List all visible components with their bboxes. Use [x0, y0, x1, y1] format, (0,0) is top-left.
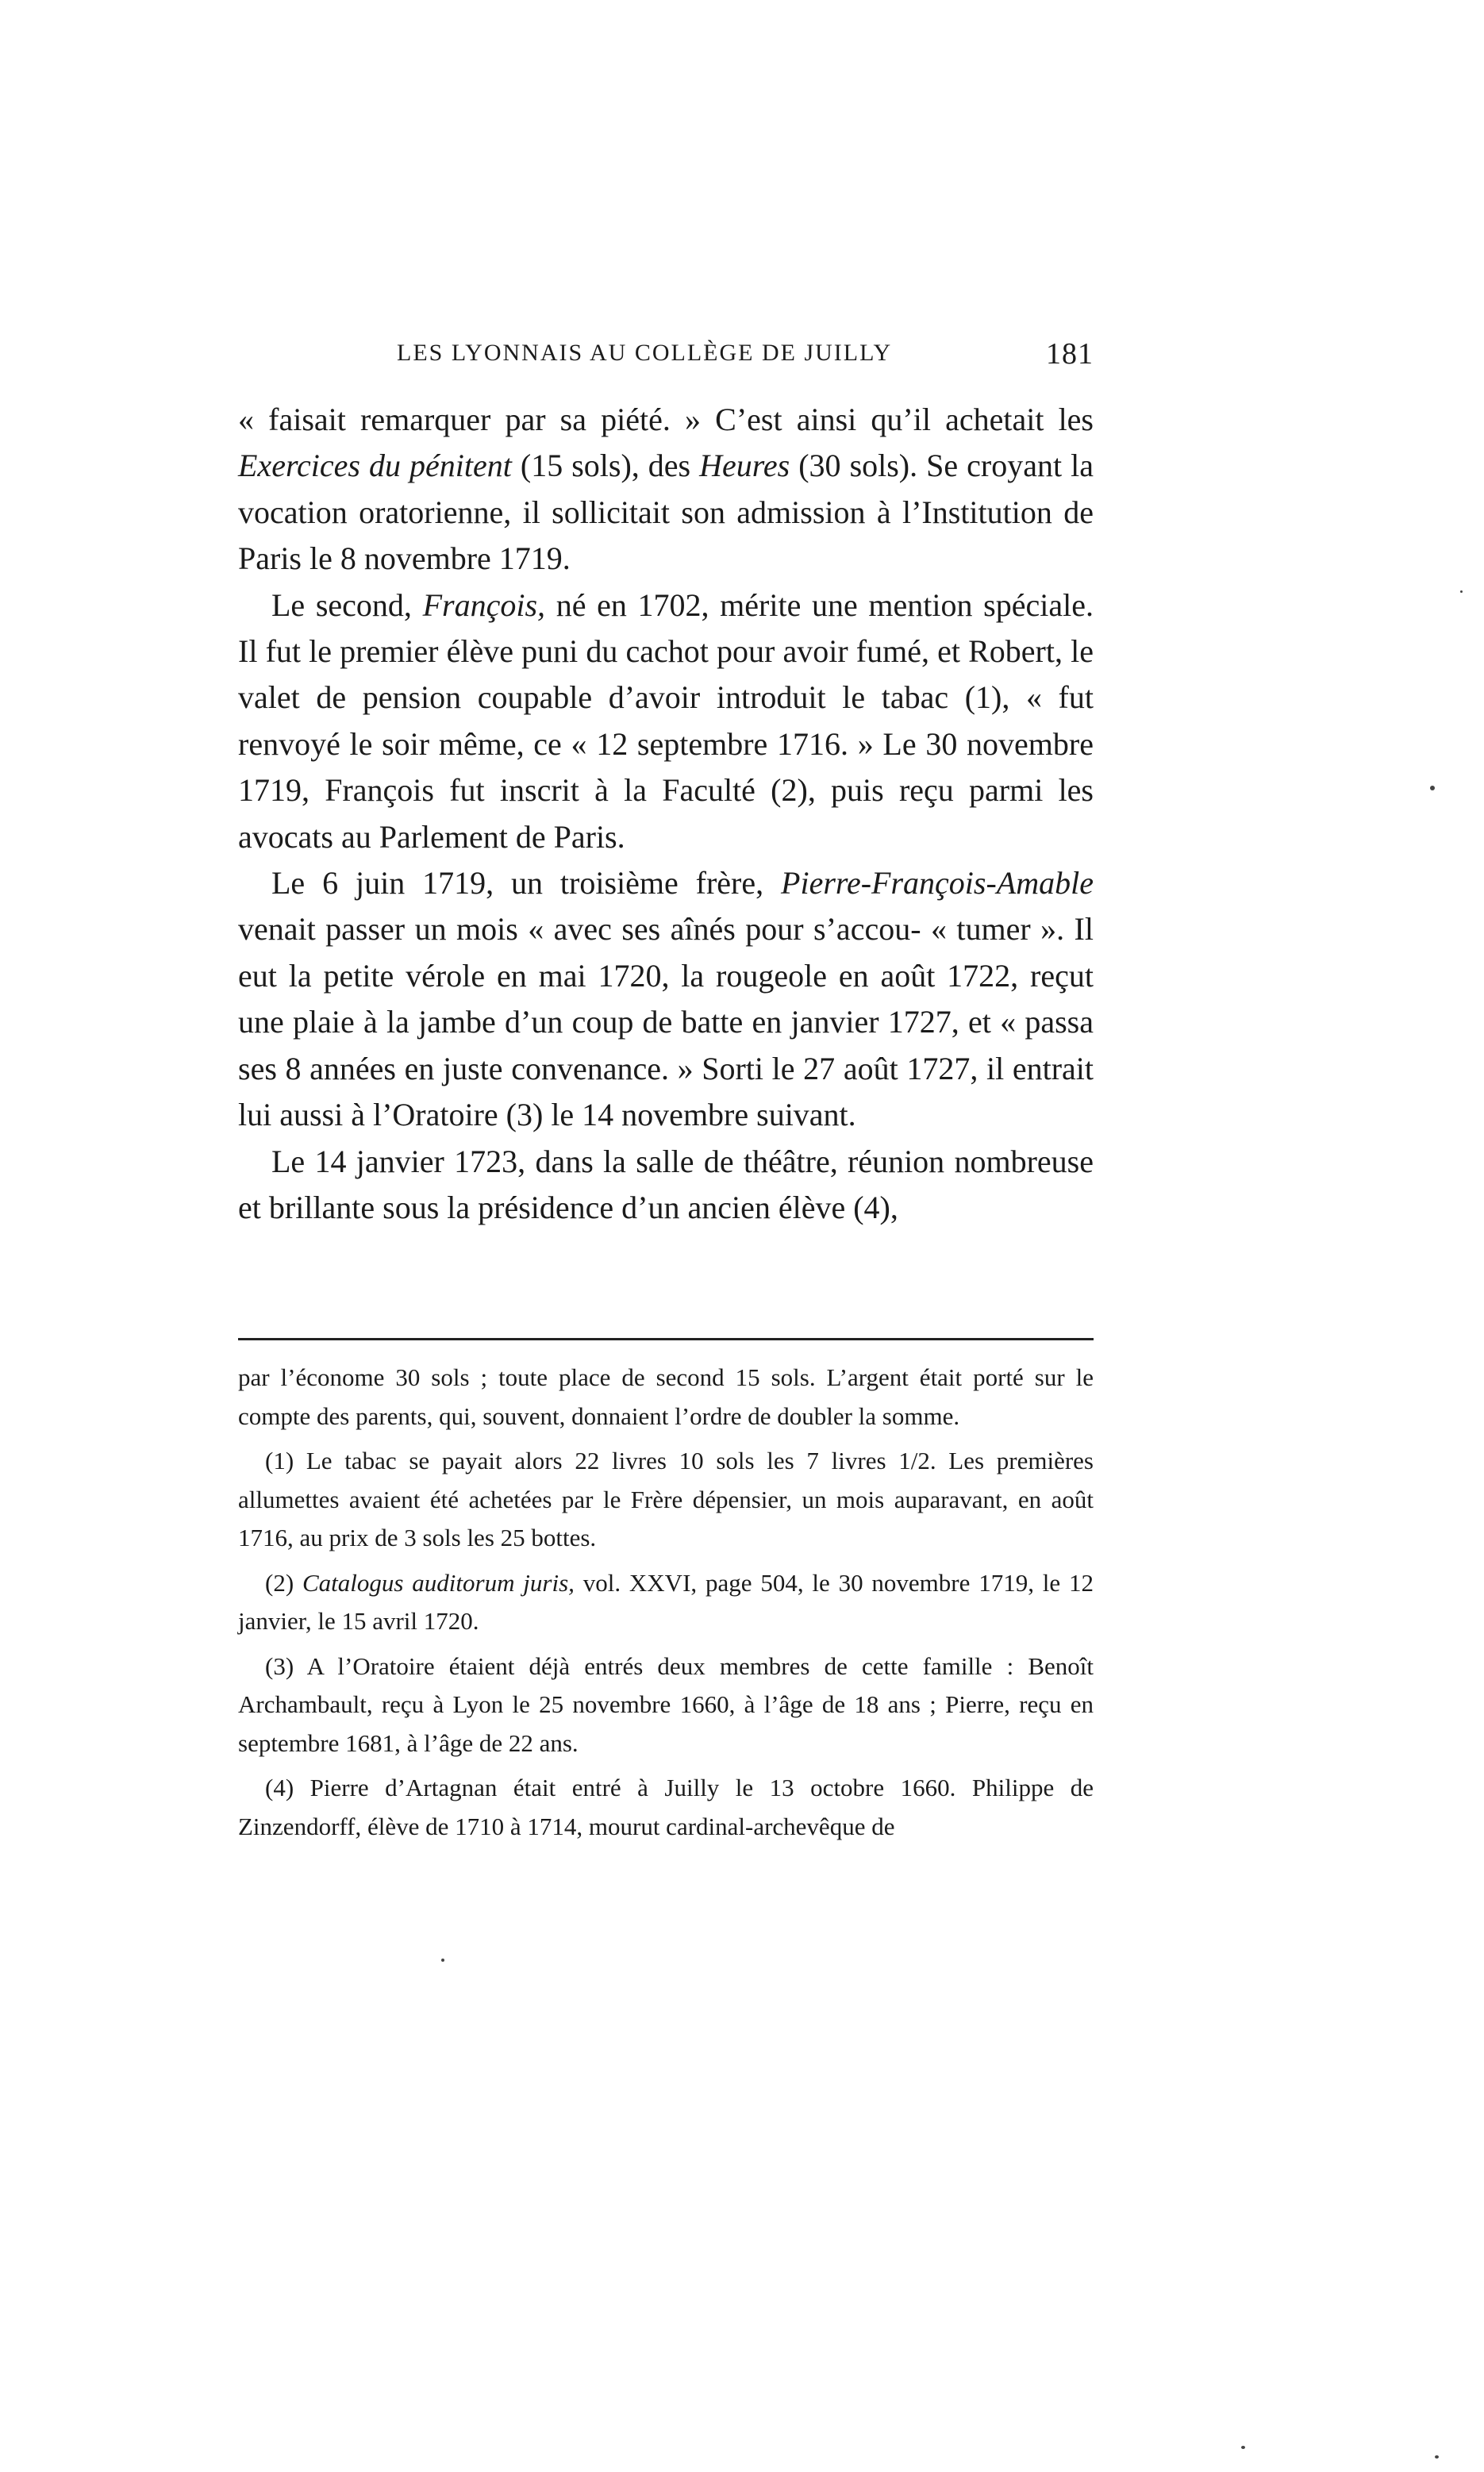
footnote-1: (1) Le tabac se payait alors 22 livres 10 sols les 7 livres 1/2. Les premières allumettes avaient été achetées par le Frère dépensier, un mois auparavant, en août 1716, au prix de 3 sols les 25 bottes.	[238, 1447, 1094, 1551]
main-text	[238, 397, 1094, 1231]
italic-name: Pierre-François-Amable	[781, 865, 1094, 902]
paper-speck	[441, 1959, 444, 1962]
paper-speck	[1241, 2446, 1245, 2449]
paper-speck	[1435, 2455, 1439, 2459]
italic-title: Exercices du pénitent	[238, 448, 512, 484]
footnote-2	[238, 1564, 1094, 1641]
text-run: né en 1702, mérite une mention spéciale. Il fut le premier élève puni du cachot pour avoir fumé, et Robert, le valet de pension coupable d’avoir introduit le tabac (1), « fut renvoyé le soir même, ce « 12 septembre 1716. » Le 30 novembre 1719, François fut inscrit à la Faculté (2), puis reçu parmi les avocats au Parlement de Paris.	[238, 586, 1094, 855]
paragraph-1	[238, 397, 1094, 582]
paper-speck	[1430, 786, 1435, 790]
paper-speck	[1460, 590, 1463, 593]
running-head: LES LYONNAIS AU COLLÈGE DE JUILLY	[397, 340, 893, 366]
italic-title: Heures	[699, 448, 790, 484]
text-run: vol. XXVI, page 504, le 30 novembre 1719, le 12 janvier, le 15 avril 1720.	[238, 1568, 1094, 1635]
paragraph-3	[238, 860, 1094, 1138]
footnotes	[238, 1359, 1094, 1852]
text-run: venait passer un mois « avec ses aînés pour s’accou- « tumer ». Il eut la petite vérole en mai 1720, la rougeole en août 1722, reçut une plaie à la jambe d’un coup de batte en janvier 1727, et « passa ses 8 années en juste convenance. » Sorti le 27 août 1727, il entrait lui aussi à l’Oratoire (3) le 14 novembre suivant.	[238, 911, 1094, 1133]
footnote-4: (4) Pierre d’Artagnan était entré à Juilly le 13 octobre 1660. Philippe de Zinzendorff, élève de 1710 à 1714, mourut cardinal-archevêque de	[238, 1774, 1094, 1840]
italic-title: Catalogus auditorum juris,	[302, 1568, 575, 1597]
text-run: « faisait remarquer par sa piété. » C’est ainsi qu’il achetait les	[238, 402, 1094, 437]
text-run: (15 sols), des	[511, 448, 700, 484]
page-number: 181	[1046, 337, 1094, 371]
paragraph-4: Le 14 janvier 1723, dans la salle de théâtre, réunion nombreuse et brillante sous la présidence d’un ancien élève (4),	[238, 1143, 1094, 1225]
footnote-3: (3) A l’Oratoire étaient déjà entrés deux membres de cette famille : Benoît Archambault, reçu à Lyon le 25 novembre 1660, à l’âge de 18 ans ; Pierre, reçu en septembre 1681, à l’âge de 22 ans.	[238, 1651, 1094, 1757]
text-run: Le second,	[271, 586, 423, 623]
text-run: (2)	[265, 1568, 302, 1597]
text-run: Le 6 juin 1719, un troisième frère,	[271, 865, 782, 902]
page-header	[238, 337, 1094, 379]
paragraph-2	[238, 582, 1094, 860]
text-run: (30 sols). Se croyant la vocation oratorienne, il sollicitait son admission à l’Institution de Paris le 8 novembre 1719.	[238, 448, 1094, 577]
footnote-separator	[238, 1338, 1094, 1340]
footnote-continuation: par l’économe 30 sols ; toute place de second 15 sols. L’argent était porté sur le compte des parents, qui, souvent, donnaient l’ordre de doubler la somme.	[238, 1363, 1094, 1430]
italic-name: François,	[422, 586, 546, 623]
